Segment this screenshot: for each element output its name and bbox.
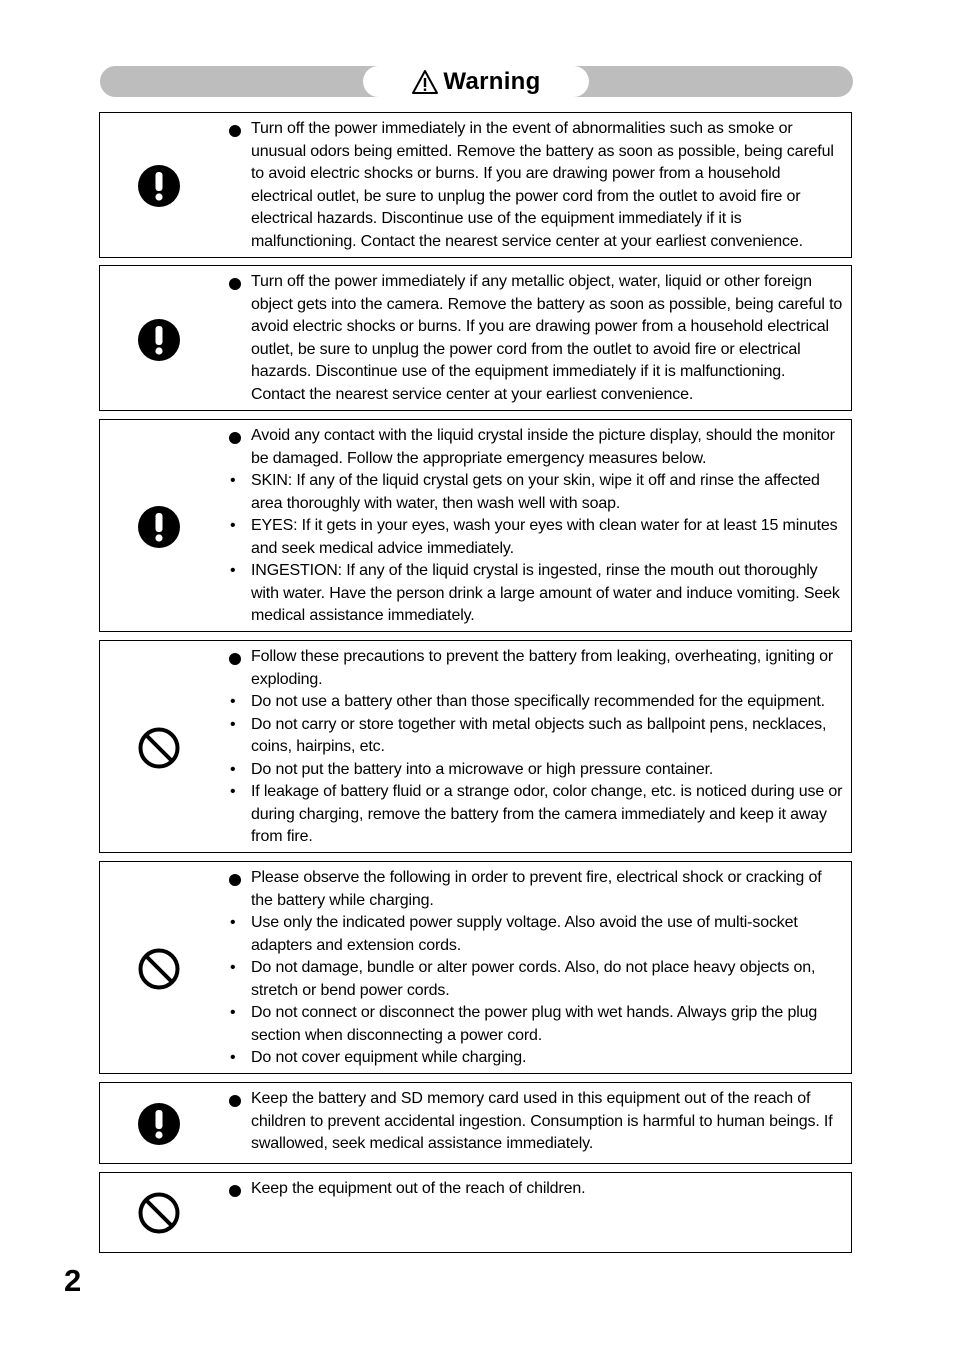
list-item: Please observe the following in order to prevent fire, electrical shock or cracking of the battery while charging. (226, 867, 843, 912)
list-item: • EYES: If it gets in your eyes, wash your eyes with clean water for at least 15 minutes and seek medical advice immediately. (226, 515, 843, 560)
mandatory-action-icon (138, 1103, 180, 1145)
header-pill (363, 66, 589, 97)
list-item: Follow these precautions to prevent the battery from leaking, overheating, igniting or exploding. (226, 646, 843, 691)
warning-triangle-icon (411, 69, 439, 95)
warning-section (99, 419, 852, 632)
list-item: Turn off the power immediately if any metallic object, water, liquid or other foreign object gets into the camera. Remove the battery as soon as possible, being careful to avoid electric shocks or burns. If you are drawing power from a household electrical outlet, be sure to unplug the power cord from the outlet to avoid fire or electrical hazards. Discontinue use of the equipment immediately if it is malfunctioning. Contact the nearest service center at your earliest convenience. (226, 271, 843, 406)
list-item: • Do not carry or store together with metal objects such as ballpoint pens, necklaces, coins, hairpins, etc. (226, 714, 843, 759)
warning-section (99, 1082, 852, 1164)
list-item: • Do not put the battery into a microwave or high pressure container. (226, 759, 843, 782)
prohibition-icon (138, 1192, 180, 1234)
warning-section (99, 861, 852, 1074)
list-item: • Do not cover equipment while charging. (226, 1047, 843, 1070)
prohibition-icon (138, 948, 180, 990)
mandatory-action-icon (138, 165, 180, 207)
warning-section (99, 1172, 852, 1253)
warning-section (99, 112, 852, 258)
list-item: Keep the battery and SD memory card used in this equipment out of the reach of children to prevent accidental ingestion. Consumption is harmful to human beings. If swallowed, seek medical assistance immediately. (226, 1088, 843, 1156)
list-item: Keep the equipment out of the reach of children. (226, 1178, 843, 1201)
mandatory-action-icon (138, 506, 180, 548)
page-number: 2 (64, 1263, 82, 1298)
prohibition-icon (138, 727, 180, 769)
list-item: • Do not use a battery other than those specifically recommended for the equipment. (226, 691, 843, 714)
list-item: • Use only the indicated power supply voltage. Also avoid the use of multi-socket adapters and extension cords. (226, 912, 843, 957)
list-item: • Do not connect or disconnect the power plug with wet hands. Always grip the plug section when disconnecting a power cord. (226, 1002, 843, 1047)
list-item: • Do not damage, bundle or alter power cords. Also, do not place heavy objects on, stretch or bend power cords. (226, 957, 843, 1002)
list-item: • INGESTION: If any of the liquid crystal is ingested, rinse the mouth out thoroughly with water. Have the person drink a large amount of water and induce vomiting. Seek medical assistance immediately. (226, 560, 843, 628)
list-item: • If leakage of battery fluid or a strange odor, color change, etc. is noticed during use or during charging, remove the battery from the camera immediately and keep it away from fire. (226, 781, 843, 849)
warning-section (99, 265, 852, 411)
page-title: Warning (443, 67, 541, 95)
list-item: Avoid any contact with the liquid crystal inside the picture display, should the monitor be damaged. Follow the appropriate emergency measures below. (226, 425, 843, 470)
list-item: • SKIN: If any of the liquid crystal gets on your skin, wipe it off and rinse the affected area thoroughly with water, then wash well with soap. (226, 470, 843, 515)
mandatory-action-icon (138, 319, 180, 361)
warning-section (99, 640, 852, 853)
list-item: Turn off the power immediately in the event of abnormalities such as smoke or unusual odors being emitted. Remove the battery as soon as possible, being careful to avoid electric shocks or burns. If you are drawing power from a household electrical outlet, be sure to unplug the power cord from the outlet to avoid fire or electrical hazards. Discontinue use of the equipment immediately if it is malfunctioning. Contact the nearest service center at your earliest convenience. (226, 118, 843, 253)
